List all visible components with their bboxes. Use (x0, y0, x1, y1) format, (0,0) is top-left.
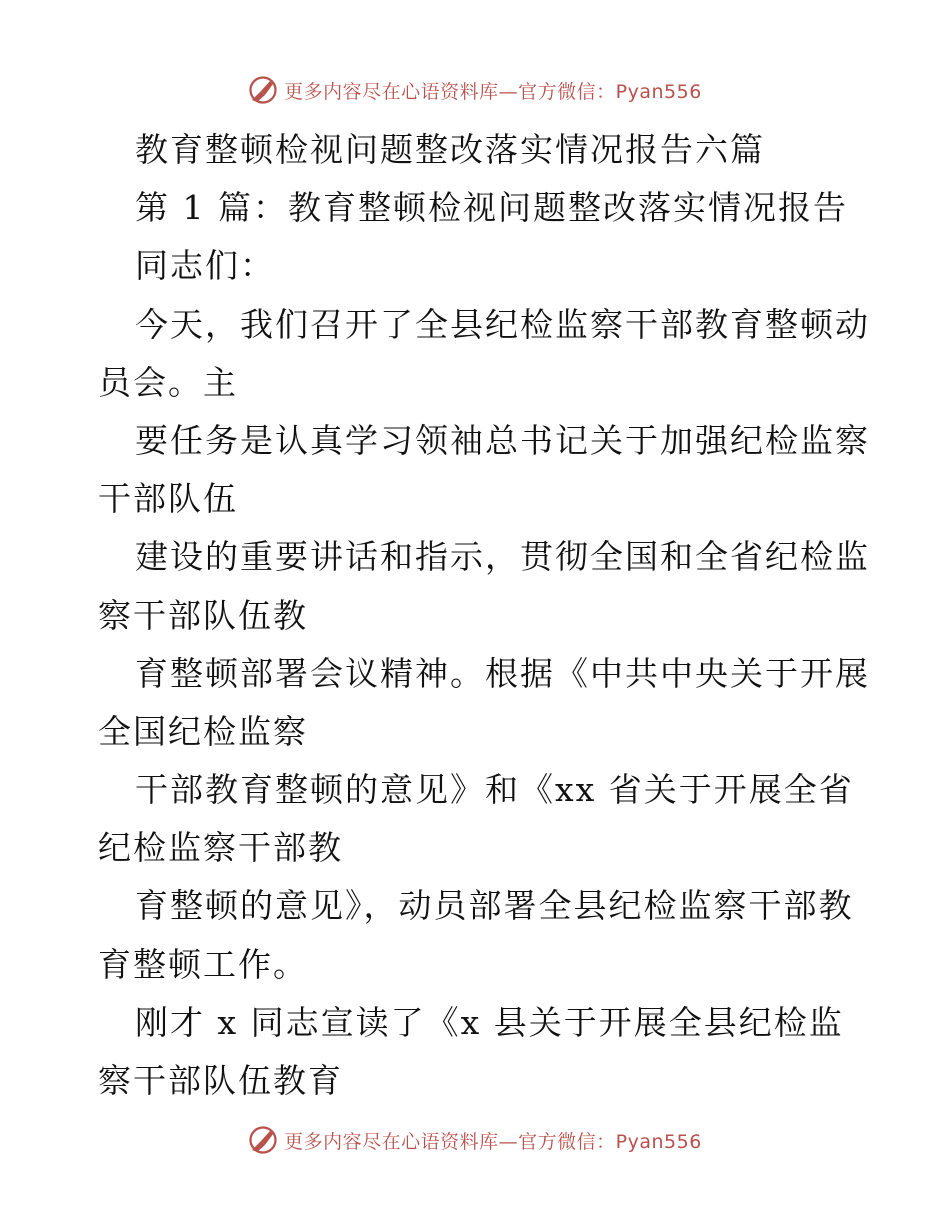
header-banner (0, 70, 950, 110)
body-line: 察干部队伍教 (98, 595, 308, 635)
header-site-text: 更多内容尽在心语资料库 (284, 80, 499, 103)
footer-banner (0, 1120, 950, 1160)
body-line: 干部队伍 (98, 479, 238, 519)
body-line: 育整顿工作。 (98, 944, 308, 984)
document-title: 教育整顿检视问题整改落实情况报告六篇 (135, 130, 765, 169)
body-line: 育整顿的意见》，动员部署全县纪检监察干部教 (135, 886, 854, 926)
body-line: 全国纪检监察 (98, 711, 308, 751)
document-body (0, 121, 950, 1110)
body-line: 刚才 x 同志宣读了《x 县关于开展全县纪检监 (135, 1002, 844, 1042)
body-line: 育整顿部署会议精神。根据《中共中央关于开展 (135, 653, 870, 693)
footer-dash: — (498, 1130, 519, 1153)
body-line: 纪检监察干部教 (98, 828, 343, 868)
salutation: 同志们： (135, 246, 275, 286)
body-line: 察干部队伍教育 (98, 1061, 343, 1100)
body-line: 今天，我们召开了全县纪检监察干部教育整顿动 (135, 304, 870, 344)
pen-logo-icon (248, 1125, 278, 1155)
body-line: 员会。主 (98, 362, 238, 402)
header-dash: — (498, 80, 519, 103)
footer-site-text: 更多内容尽在心语资料库 (284, 1130, 499, 1153)
footer-wechat-text: 官方微信：Pyan556 (518, 1130, 702, 1153)
header-banner-text (284, 77, 702, 104)
chapter-heading: 第 1 篇：教育整顿检视问题整改落实情况报告 (135, 188, 848, 228)
header-wechat-text: 官方微信：Pyan556 (518, 80, 702, 103)
footer-banner-text (284, 1127, 702, 1154)
pen-logo-icon (248, 75, 278, 105)
body-line: 要任务是认真学习领袖总书记关于加强纪检监察 (135, 420, 870, 460)
body-line: 干部教育整顿的意见》和《xx 省关于开展全省 (135, 770, 854, 810)
body-line: 建设的重要讲话和指示，贯彻全国和全省纪检监 (135, 537, 870, 577)
